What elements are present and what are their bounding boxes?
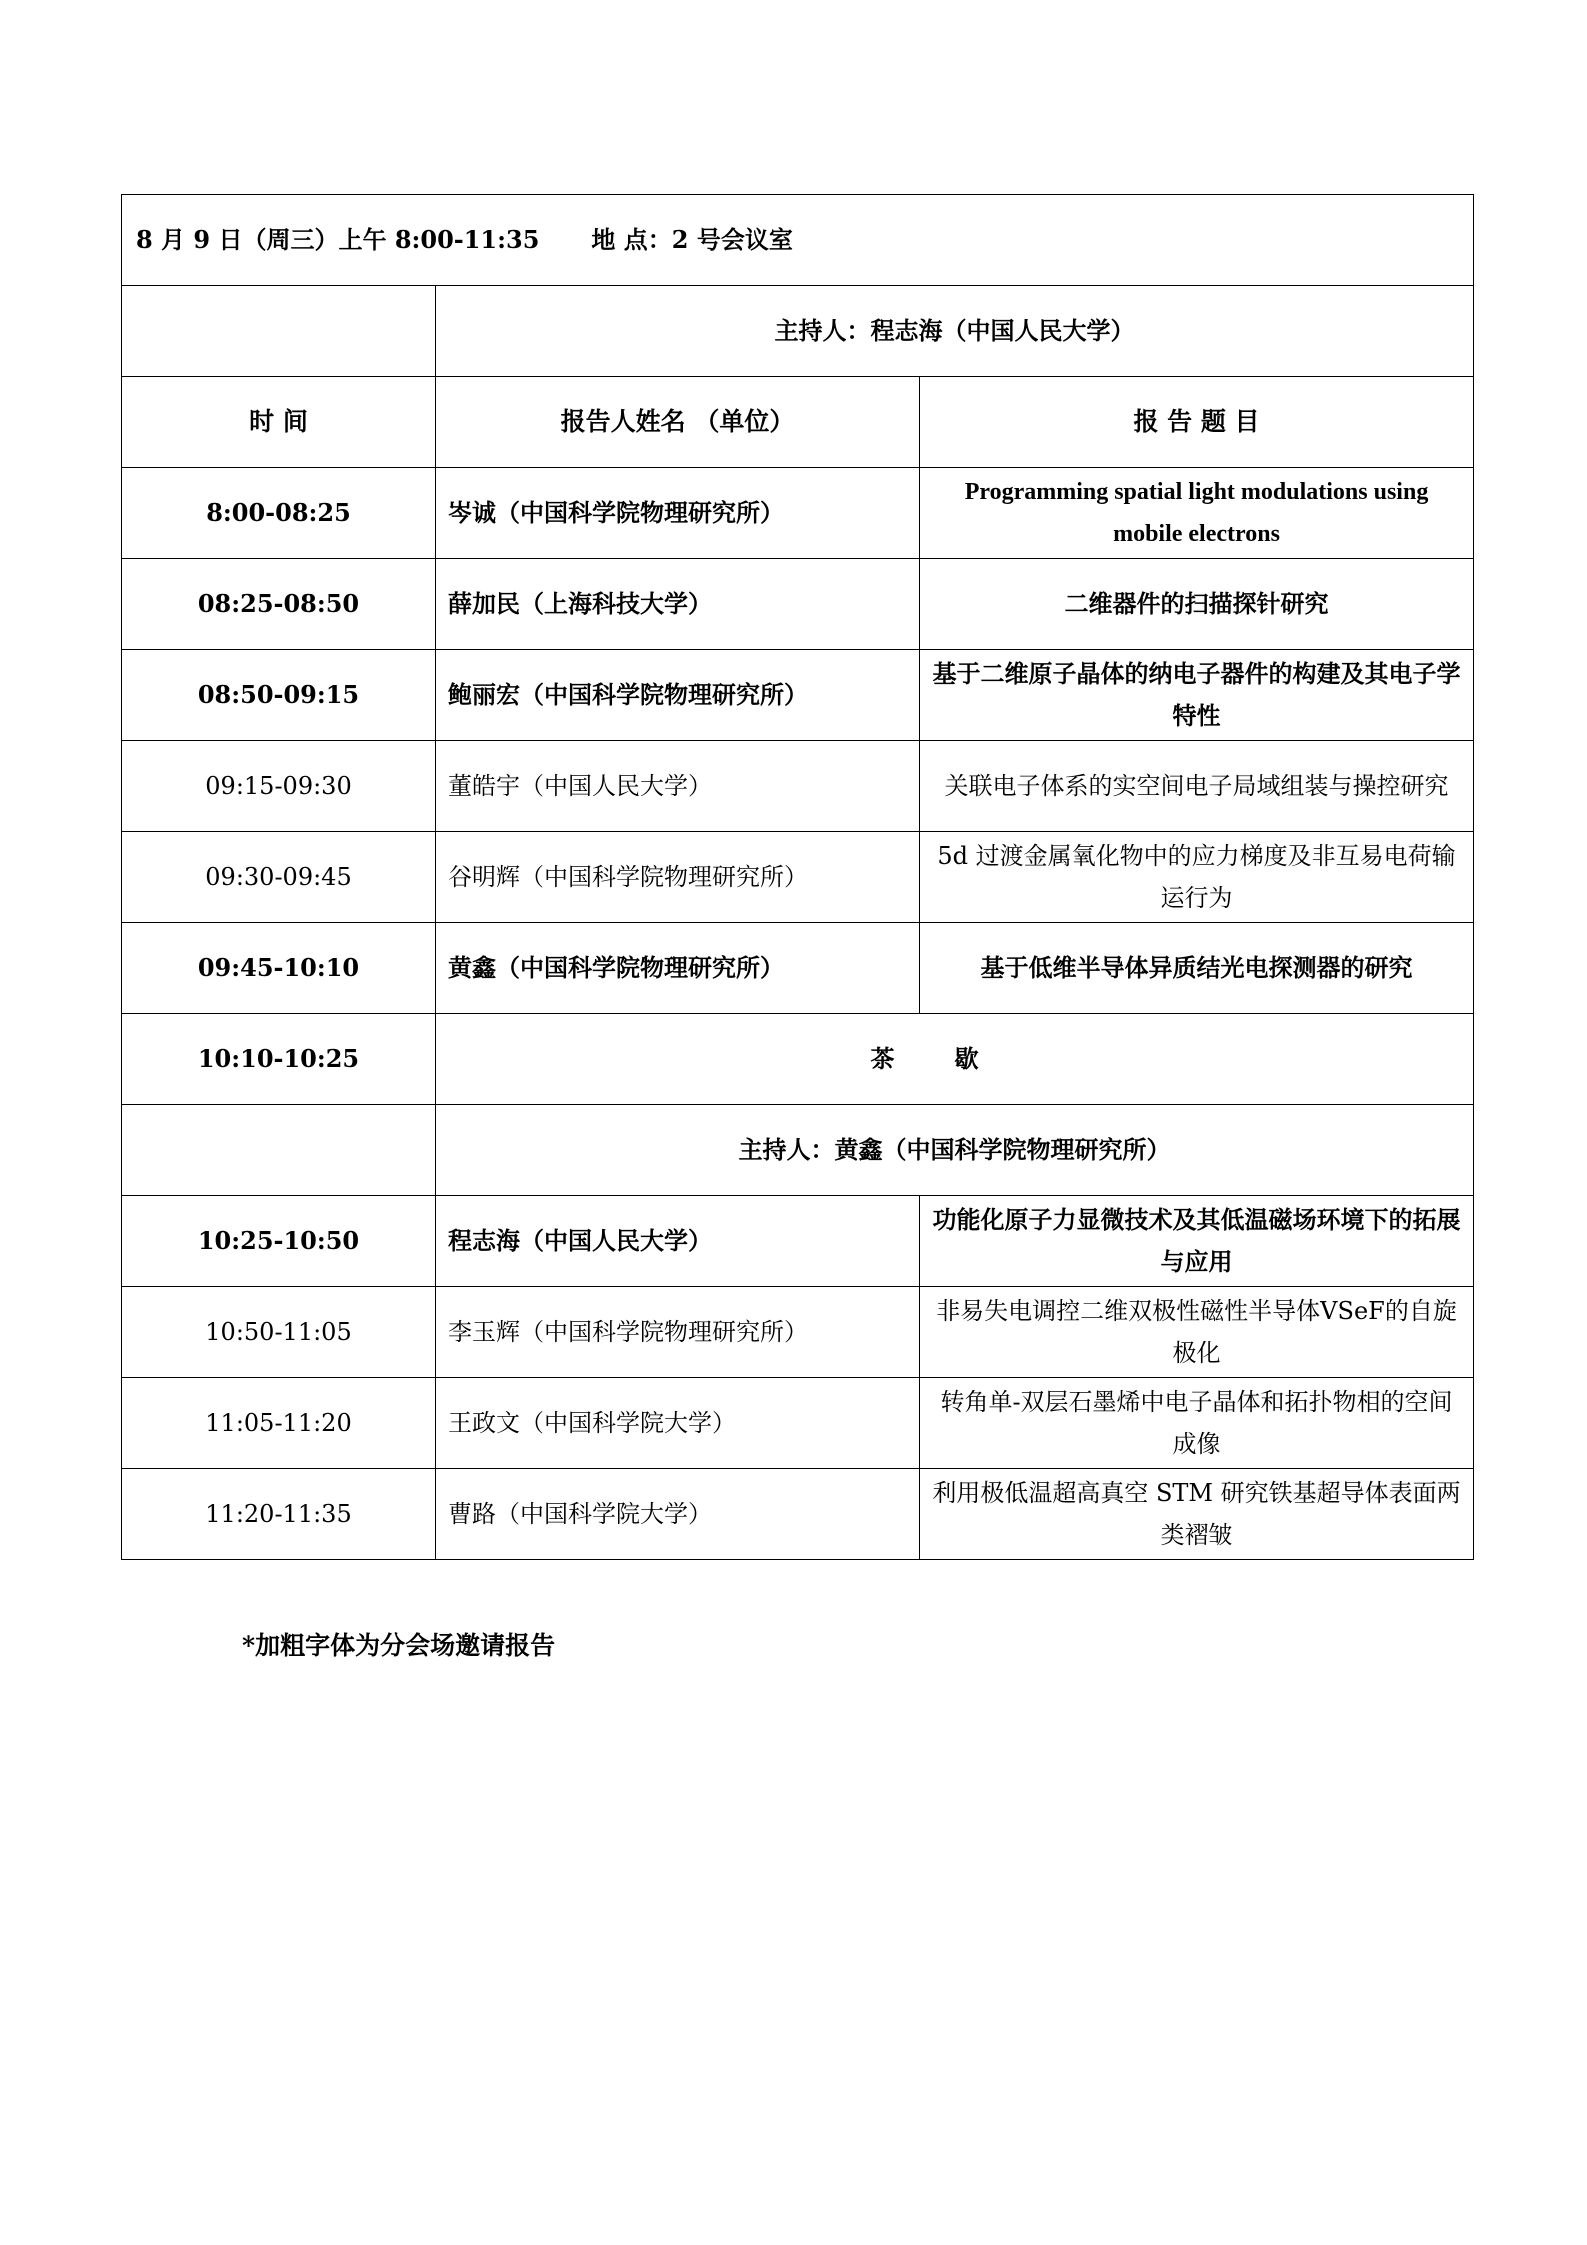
talk-row bbox=[122, 832, 1474, 923]
host-1: 主持人：程志海（中国人民大学） bbox=[436, 286, 1474, 377]
talk-title: Programming spatial light modulations using mobile electrons bbox=[920, 468, 1474, 559]
session-header bbox=[122, 195, 1474, 286]
host-row-1-empty bbox=[122, 286, 436, 377]
talk-speaker: 薛加民（上海科技大学） bbox=[436, 559, 920, 650]
talk-speaker: 黄鑫（中国科学院物理研究所） bbox=[436, 923, 920, 1014]
talk-title: 利用极低温超高真空 STM 研究铁基超导体表面两类褶皱 bbox=[920, 1469, 1474, 1560]
talk-speaker: 曹路（中国科学院大学） bbox=[436, 1469, 920, 1560]
talk-time: 11:05-11:20 bbox=[122, 1378, 436, 1469]
talk-title: 5d 过渡金属氧化物中的应力梯度及非互易电荷输运行为 bbox=[920, 832, 1474, 923]
break-time: 10:10-10:25 bbox=[122, 1014, 436, 1105]
talk-row bbox=[122, 1196, 1474, 1287]
col-header-title: 报 告 题 目 bbox=[920, 377, 1474, 468]
talk-row bbox=[122, 650, 1474, 741]
talk-time: 8:00-08:25 bbox=[122, 468, 436, 559]
host-row-2-empty bbox=[122, 1105, 436, 1196]
session-date-time: 8 月 9 日（周三）上午 8:00-11:35 bbox=[136, 225, 540, 254]
talk-title: 基于二维原子晶体的纳电子器件的构建及其电子学特性 bbox=[920, 650, 1474, 741]
schedule-table bbox=[121, 194, 1474, 1560]
break-row bbox=[122, 1014, 1474, 1105]
talk-time: 08:25-08:50 bbox=[122, 559, 436, 650]
col-header-speaker: 报告人姓名 （单位） bbox=[436, 377, 920, 468]
host-row-1 bbox=[122, 286, 1474, 377]
talk-speaker: 岑诚（中国科学院物理研究所） bbox=[436, 468, 920, 559]
talk-time: 08:50-09:15 bbox=[122, 650, 436, 741]
talk-row bbox=[122, 741, 1474, 832]
talk-title: 非易失电调控二维双极性磁性半导体VSeF的自旋极化 bbox=[920, 1287, 1474, 1378]
break-label: 茶歇 bbox=[436, 1014, 1474, 1105]
talk-time: 09:30-09:45 bbox=[122, 832, 436, 923]
host-row-2 bbox=[122, 1105, 1474, 1196]
talk-time: 09:45-10:10 bbox=[122, 923, 436, 1014]
talk-time: 11:20-11:35 bbox=[122, 1469, 436, 1560]
talk-time: 09:15-09:30 bbox=[122, 741, 436, 832]
talk-title: 转角单-双层石墨烯中电子晶体和拓扑物相的空间成像 bbox=[920, 1378, 1474, 1469]
talk-speaker: 鲍丽宏（中国科学院物理研究所） bbox=[436, 650, 920, 741]
talk-row bbox=[122, 559, 1474, 650]
talk-speaker: 谷明辉（中国科学院物理研究所） bbox=[436, 832, 920, 923]
talk-title: 二维器件的扫描探针研究 bbox=[920, 559, 1474, 650]
talks-part-1 bbox=[122, 468, 1474, 1014]
talk-speaker: 李玉辉（中国科学院物理研究所） bbox=[436, 1287, 920, 1378]
talk-row bbox=[122, 1469, 1474, 1560]
talk-row bbox=[122, 1287, 1474, 1378]
session-location: 地 点：2 号会议室 bbox=[591, 225, 793, 254]
talk-speaker: 程志海（中国人民大学） bbox=[436, 1196, 920, 1287]
talk-time: 10:25-10:50 bbox=[122, 1196, 436, 1287]
footnote: *加粗字体为分会场邀请报告 bbox=[242, 1631, 556, 1660]
talk-title: 基于低维半导体异质结光电探测器的研究 bbox=[920, 923, 1474, 1014]
talk-row bbox=[122, 923, 1474, 1014]
host-2: 主持人：黄鑫（中国科学院物理研究所） bbox=[436, 1105, 1474, 1196]
talk-row bbox=[122, 1378, 1474, 1469]
talk-speaker: 董皓宇（中国人民大学） bbox=[436, 741, 920, 832]
talk-title: 功能化原子力显微技术及其低温磁场环境下的拓展与应用 bbox=[920, 1196, 1474, 1287]
column-header-row bbox=[122, 377, 1474, 468]
talks-part-2 bbox=[122, 1196, 1474, 1560]
col-header-time: 时 间 bbox=[122, 377, 436, 468]
talk-title: 关联电子体系的实空间电子局域组装与操控研究 bbox=[920, 741, 1474, 832]
session-header-row bbox=[122, 195, 1474, 286]
talk-speaker: 王政文（中国科学院大学） bbox=[436, 1378, 920, 1469]
talk-time: 10:50-11:05 bbox=[122, 1287, 436, 1378]
talk-row bbox=[122, 468, 1474, 559]
